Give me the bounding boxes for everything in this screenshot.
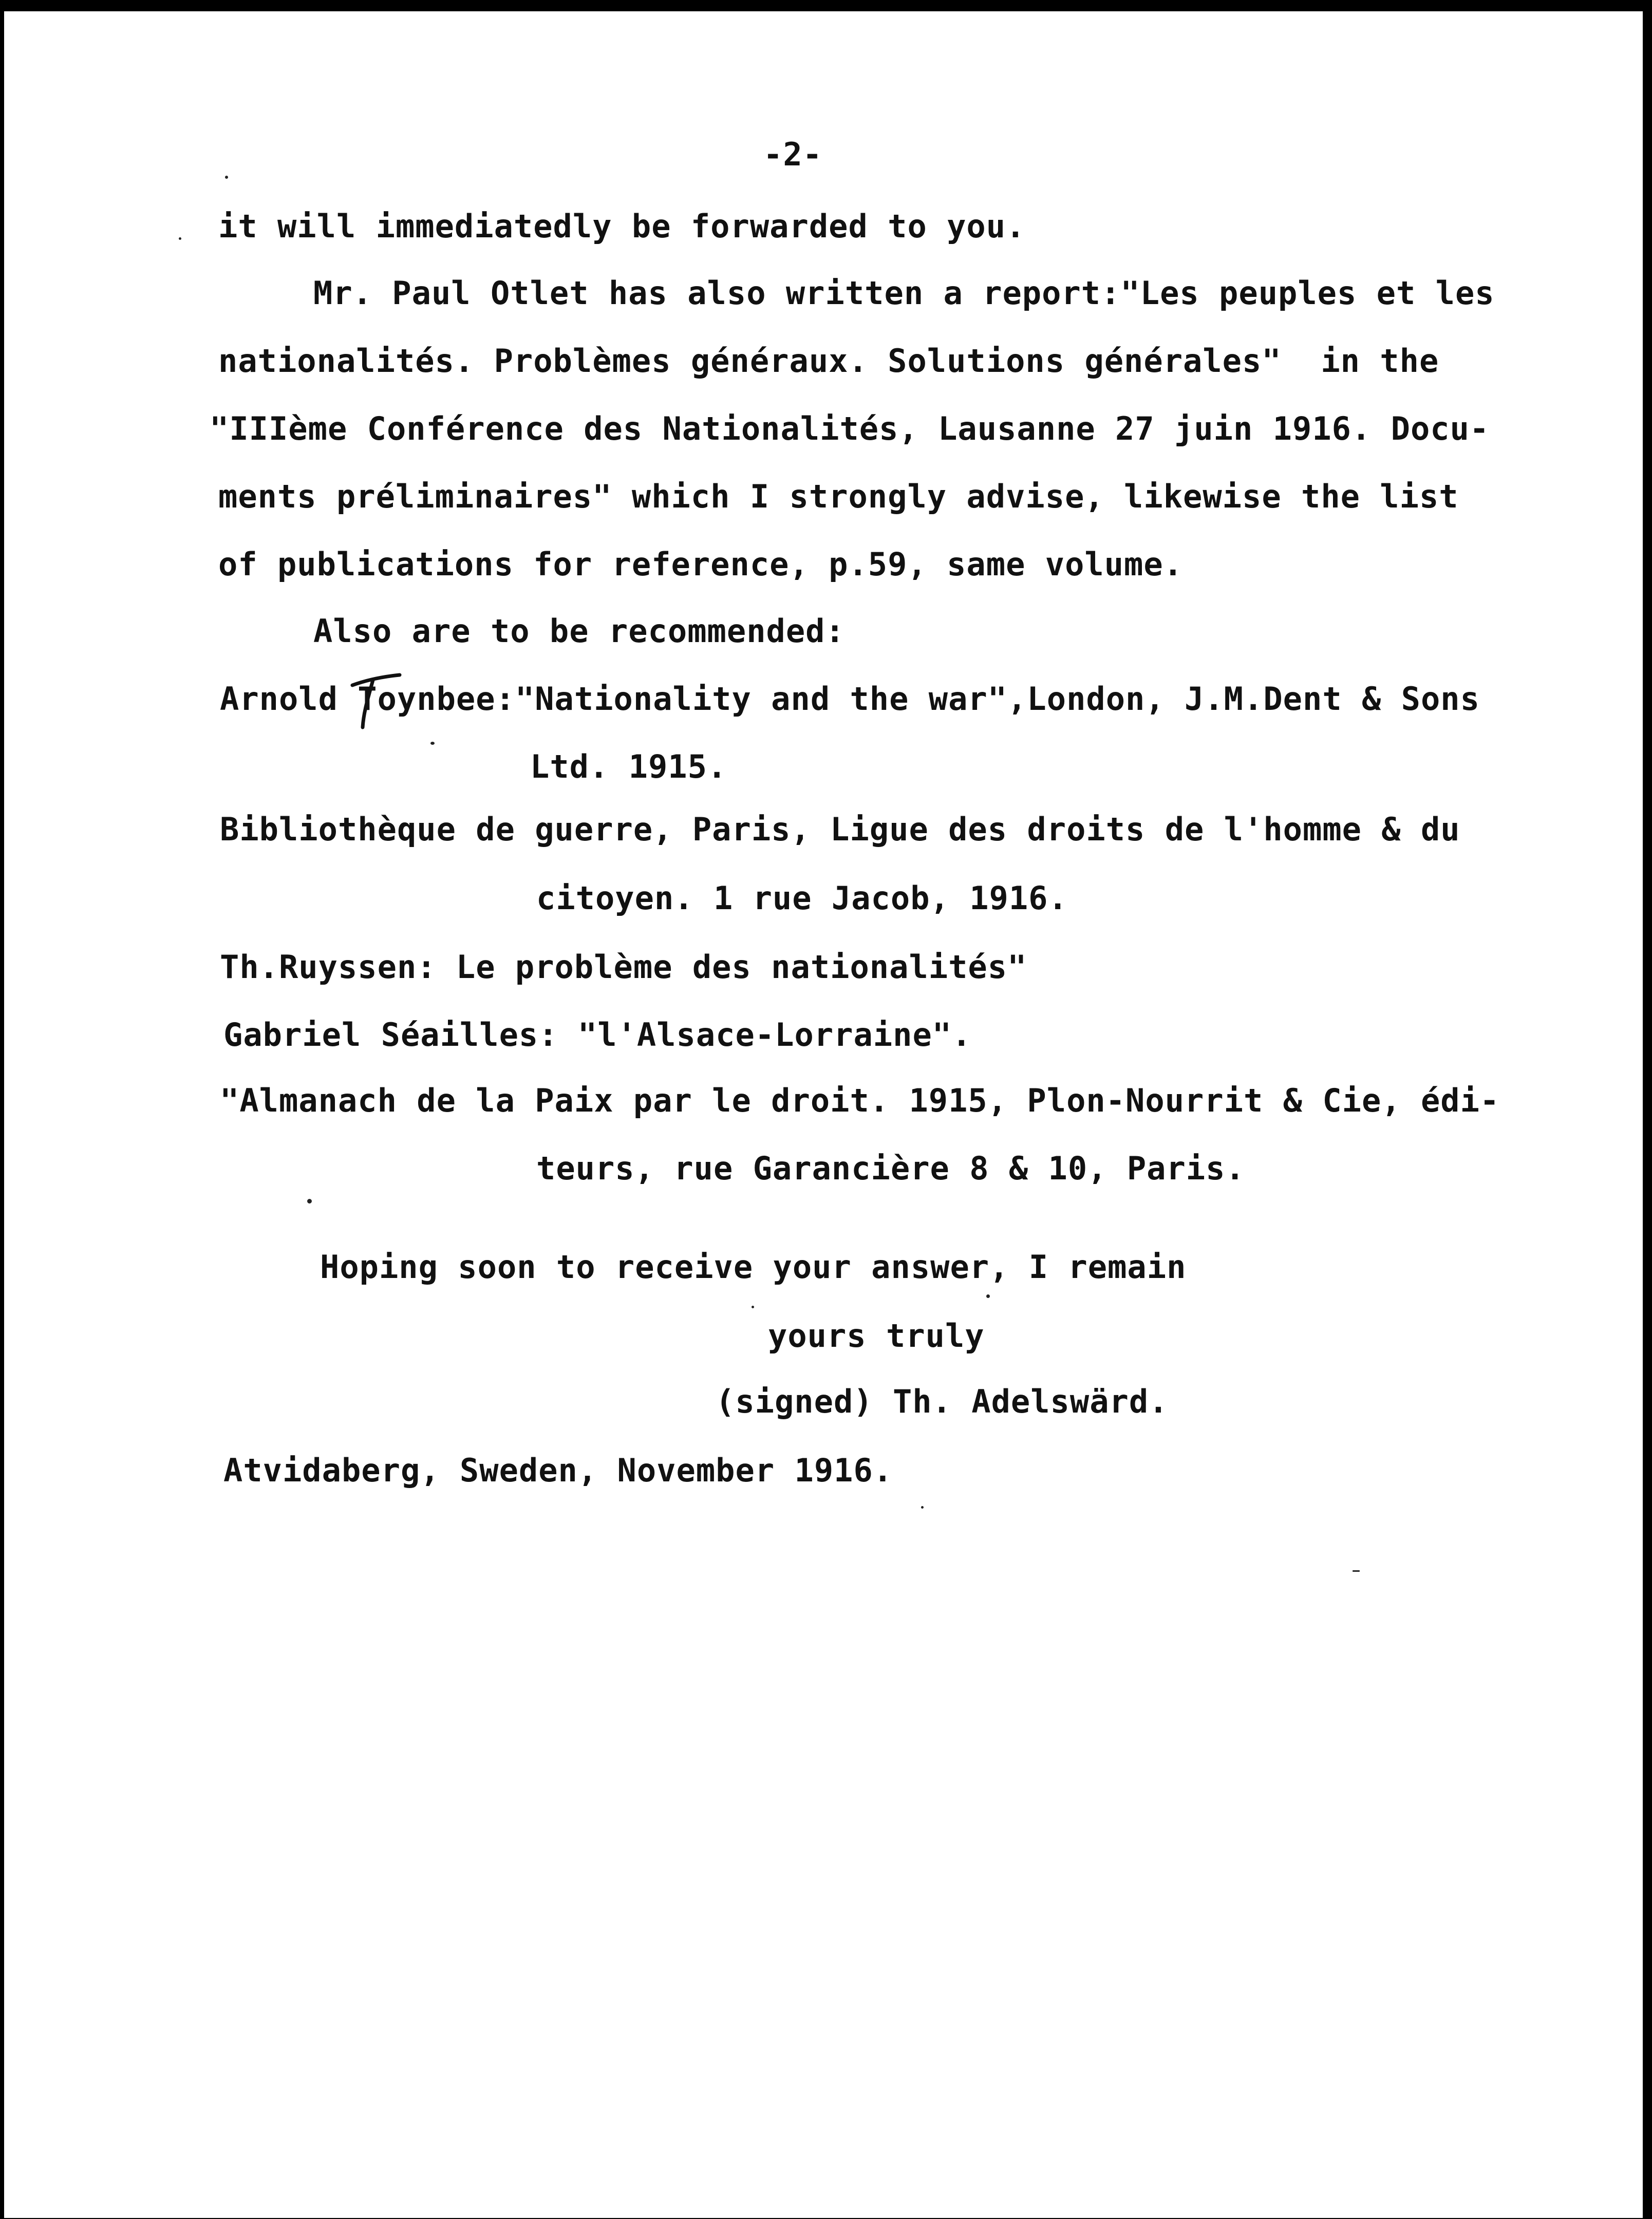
paper-speck (179, 237, 181, 240)
paper-speck (225, 176, 228, 179)
paper-speck (1353, 1570, 1360, 1572)
paper-speck (307, 1199, 312, 1203)
reference-line: Bibliothèque de guerre, Paris, Ligue des droits de l'homme & du (220, 811, 1460, 848)
reference-line: teurs, rue Garancière 8 & 10, Paris. (536, 1150, 1245, 1187)
closing-salutation: yours truly (768, 1317, 985, 1355)
page-number: -2- (763, 136, 822, 173)
text-line: nationalités. Problèmes généraux. Solutions générales" in the (218, 342, 1439, 380)
reference-line: citoyen. 1 rue Jacob, 1916. (536, 879, 1068, 917)
signature-line: (signed) Th. Adelswärd. (716, 1383, 1169, 1420)
paper-speck (430, 742, 435, 745)
reference-line: Th.Ruyssen: Le problème des nationalités" (220, 948, 1027, 986)
document-page (4, 11, 1643, 2218)
reference-line: Ltd. 1915. (530, 748, 727, 785)
text-line: Also are to be recommended: (313, 612, 845, 650)
closing-line: Hoping soon to receive your answer, I remain (320, 1248, 1187, 1286)
reference-line: "Almanach de la Paix par le droit. 1915, Plon-Nourrit & Cie, édi- (220, 1082, 1500, 1119)
paper-speck (986, 1294, 990, 1298)
reference-line: Arnold Toynbee:"Nationality and the war",London, J.M.Dent & Sons (220, 680, 1480, 718)
text-line: it will immediatedly be forwarded to you. (218, 208, 1026, 245)
text-line: of publications for reference, p.59, same volume. (218, 546, 1184, 583)
paper-speck (752, 1306, 754, 1308)
text-line: ments préliminaires" which I strongly advise, likewise the list (218, 478, 1459, 515)
text-line: "IIIème Conférence des Nationalités, Lausanne 27 juin 1916. Docu- (210, 410, 1490, 447)
reference-line: Gabriel Séailles: "l'Alsace-Lorraine". (223, 1016, 972, 1054)
place-date-line: Atvidaberg, Sweden, November 1916. (223, 1452, 893, 1489)
paper-speck (921, 1506, 924, 1509)
text-line: Mr. Paul Otlet has also written a report:"Les peuples et les (313, 274, 1495, 312)
handwritten-correction-mark (348, 670, 405, 731)
